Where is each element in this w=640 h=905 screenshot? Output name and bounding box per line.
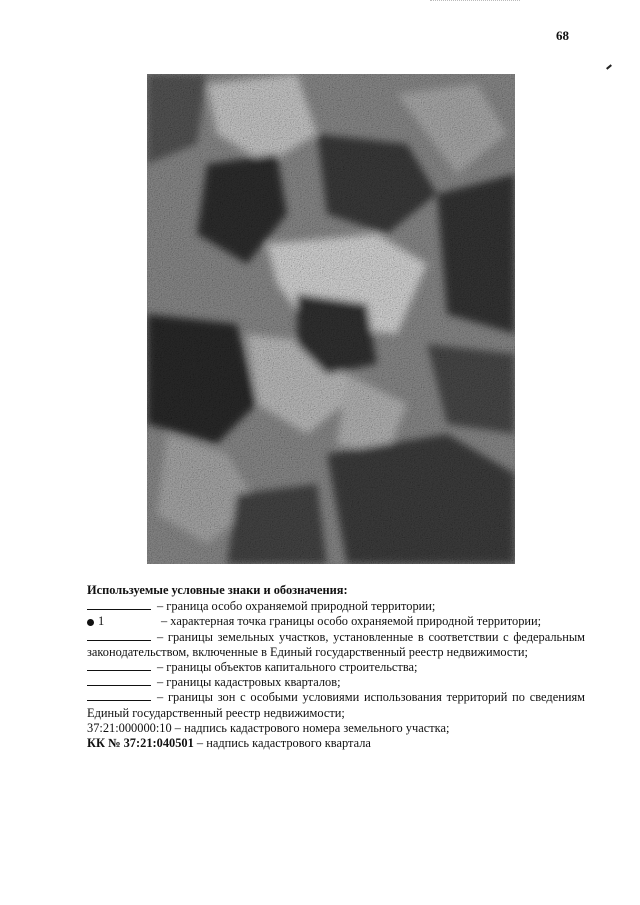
legend-item-land-plots (87, 630, 585, 660)
legend-item-text: – граница особо охраняемой природной территории; (157, 599, 436, 614)
legend-item-text: – границы объектов капитального строительства; (157, 660, 418, 675)
legend-item-capital-objects (87, 660, 585, 675)
legend-item-text: – характерная точка границы особо охраняемой природной территории; (161, 614, 542, 629)
solid-line-icon (87, 630, 151, 641)
point-marker (87, 614, 151, 629)
legend-item-quarter-label (87, 736, 585, 751)
legend-item-text: – границы кадастровых кварталов; (157, 675, 341, 690)
legend-item-text: – надпись кадастрового номера земельного участка; (171, 720, 450, 735)
page-number: 68 (556, 28, 569, 43)
solid-line-icon (87, 599, 151, 610)
solid-line-icon (87, 675, 151, 686)
aerial-photo-icon (147, 74, 515, 564)
legend-item-cadastral-quarters (87, 675, 585, 690)
solid-line-icon (87, 660, 151, 671)
scan-artifact (430, 0, 520, 5)
tick-mark (606, 64, 612, 69)
legend (87, 583, 585, 751)
legend-item-text: – надпись кадастрового квартала (193, 736, 371, 751)
legend-item-boundary-point (87, 614, 585, 629)
dot-icon (87, 619, 94, 626)
solid-line-icon (87, 690, 151, 701)
legend-item-plot-number (87, 721, 585, 736)
legend-title: Используемые условные знаки и обозначения: (87, 583, 348, 597)
point-label: 1 (98, 614, 105, 629)
legend-item-text: – границы зон с особыми условиями использования территорий по сведениям Единый государственный реестр недвижимости; (87, 690, 585, 720)
aerial-photo (147, 74, 515, 564)
legend-item-text: – границы земельных участков, установленные в соответствии с федеральным законодательством, включенные в Единый государственный реестр недвижимости; (87, 629, 585, 659)
legend-item-label: 37:21:000000:10 (87, 720, 172, 735)
legend-item-label: КК № 37:21:040501 (87, 736, 194, 751)
legend-item-protected-boundary (87, 599, 585, 614)
legend-item-special-zones (87, 690, 585, 720)
